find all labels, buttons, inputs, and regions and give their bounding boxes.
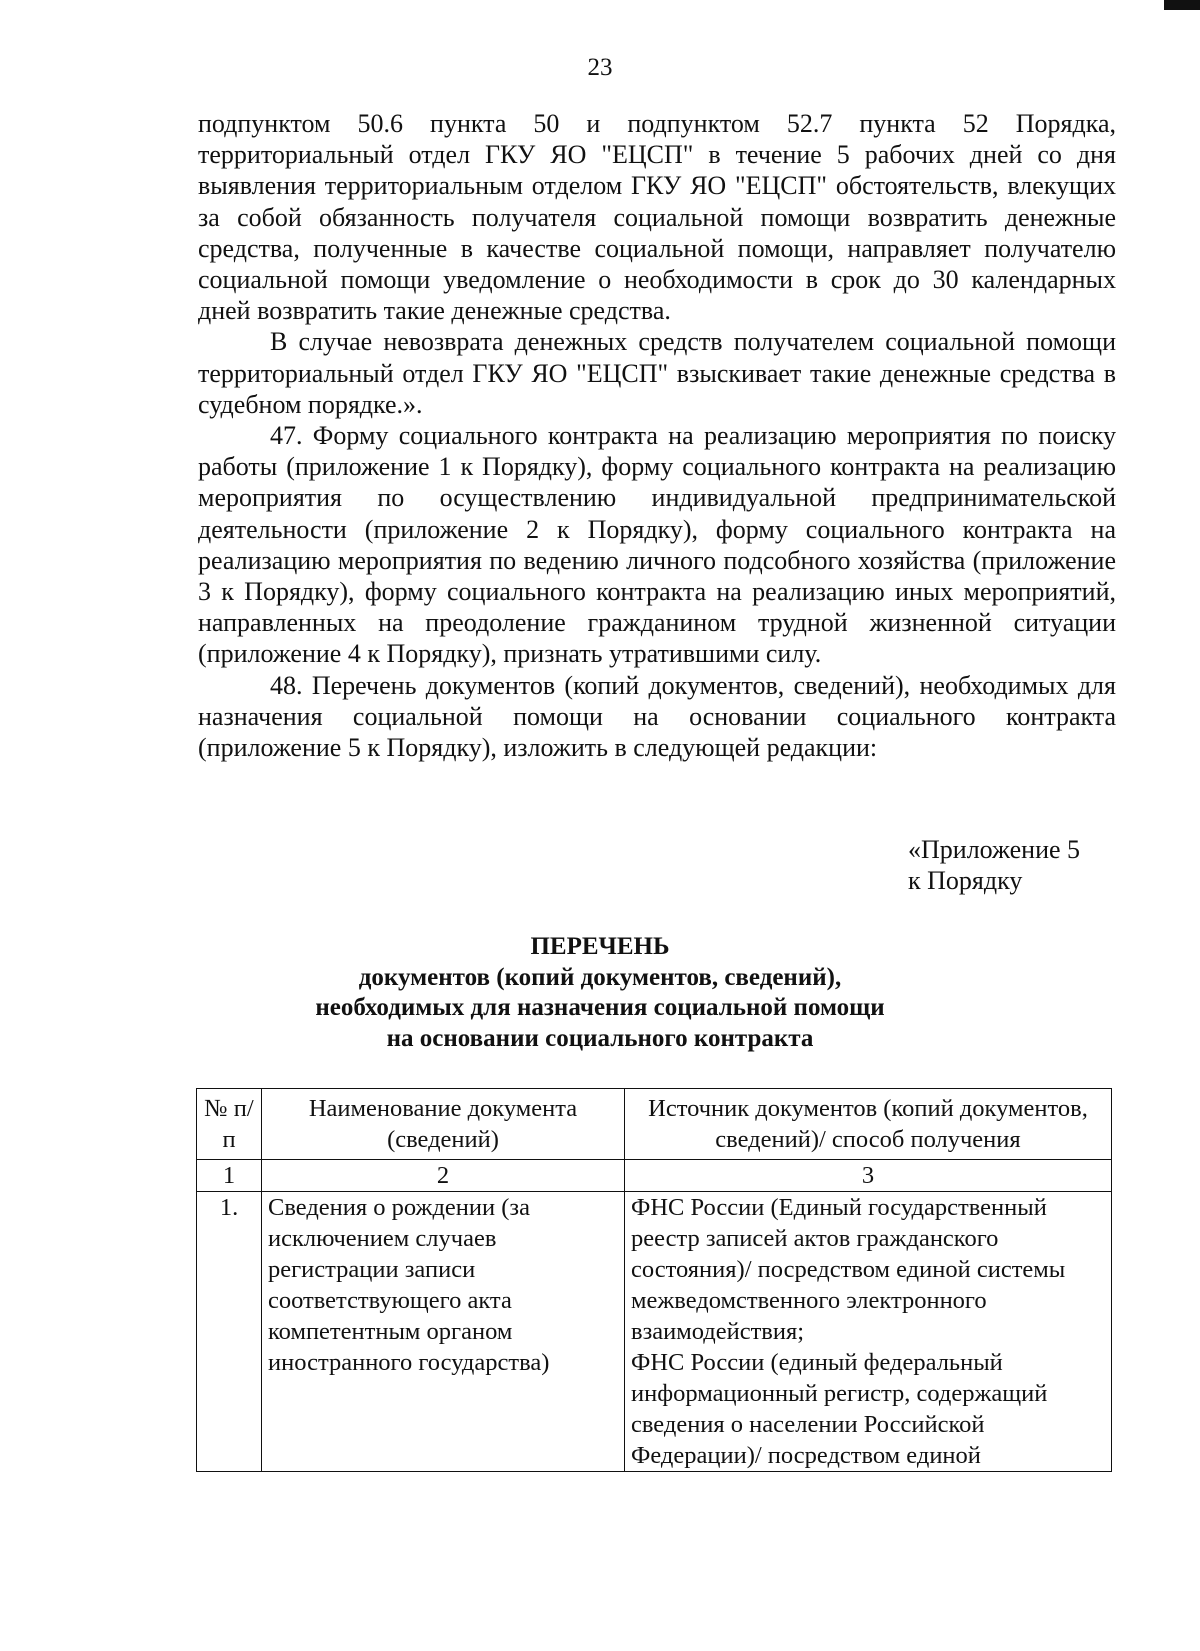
paragraph: 47. Форму социального контракта на реализацию мероприятия по поиску работы (приложение 1 к Порядку), форму социального контракта на реализацию мероприятия по осуществлению индивидуальной предпринимательской деятельности (приложение 2 к Порядку), форму социального контракта на реализацию мероприятия по ведению личного подсобного хозяйства (приложение 3 к Порядку), форму социального контракта на реализацию иных мероприятий, направленных на преодоление гражданином трудной жизненной ситуации (приложение 4 к Порядку), признать утратившими силу. bbox=[198, 421, 1116, 669]
heading-line: документов (копий документов, сведений), bbox=[358, 963, 842, 991]
appendix-reference bbox=[908, 834, 1080, 896]
table-header-row bbox=[197, 1089, 1112, 1160]
list-heading bbox=[0, 932, 1200, 1054]
page-number: 23 bbox=[587, 54, 613, 81]
column-number-row bbox=[197, 1160, 1112, 1192]
paragraph: 48. Перечень документов (копий документов, сведений), необходимых для назначения социальной помощи на основании социального контракта (приложение 5 к Порядку), изложить в следующей редакции: bbox=[198, 670, 1116, 763]
column-number: 1 bbox=[197, 1160, 262, 1192]
documents-table-wrap bbox=[196, 1088, 1112, 1472]
heading-title: ПЕРЕЧЕНЬ bbox=[530, 933, 670, 960]
row-source-part: ФНС России (Единый государственный реестр записей актов гражданского состояния)/ посредством единой системы межведомственного электронного взаимодействия; bbox=[631, 1194, 1066, 1345]
column-number: 2 bbox=[262, 1160, 625, 1192]
header-document-name: Наименование документа (сведений) bbox=[262, 1089, 625, 1160]
documents-table bbox=[196, 1088, 1112, 1472]
scan-corner-mark bbox=[1164, 0, 1200, 10]
column-number: 3 bbox=[625, 1160, 1112, 1192]
header-number: № п/п bbox=[197, 1089, 262, 1160]
heading-line: необходимых для назначения социальной помощи bbox=[315, 994, 885, 1021]
row-source-part: ФНС России (единый федеральный информационный регистр, содержащий сведения о населении Российской Федерации)/ посредством единой bbox=[631, 1349, 1048, 1469]
paragraph: подпунктом 50.6 пункта 50 и подпунктом 52.7 пункта 52 Порядка, территориальный отдел ГКУ ЯО "ЕЦСП" в течение 5 рабочих дней со дня выявления территориальным отделом ГКУ ЯО "ЕЦСП" обстоятельств, влекущих за собой обязанность получателя социальной помощи возвратить денежные средства, полученные в качестве социальной помощи, направляет получателю социальной помощи уведомление о необходимости в срок до 30 календарных дней возвратить такие денежные средства. bbox=[198, 109, 1116, 326]
row-number: 1. bbox=[197, 1192, 262, 1472]
paragraph: В случае невозврата денежных средств получателем социальной помощи территориальный отдел ГКУ ЯО "ЕЦСП" взыскивает такие денежные средства в судебном порядке.». bbox=[198, 327, 1116, 419]
appendix-line: «Приложение 5 bbox=[908, 835, 1081, 864]
heading-line: на основании социального контракта bbox=[386, 1024, 814, 1052]
appendix-line: к Порядку bbox=[908, 866, 1023, 895]
row-document-name: Сведения о рождении (за исключением случаев регистрации записи соответствующего акта компетентным органом иностранного государства) bbox=[262, 1192, 625, 1472]
table-row bbox=[197, 1192, 1112, 1472]
row-source bbox=[625, 1192, 1112, 1472]
header-source: Источник документов (копий документов, сведений)/ способ получения bbox=[625, 1089, 1112, 1160]
body-text bbox=[198, 108, 1116, 763]
